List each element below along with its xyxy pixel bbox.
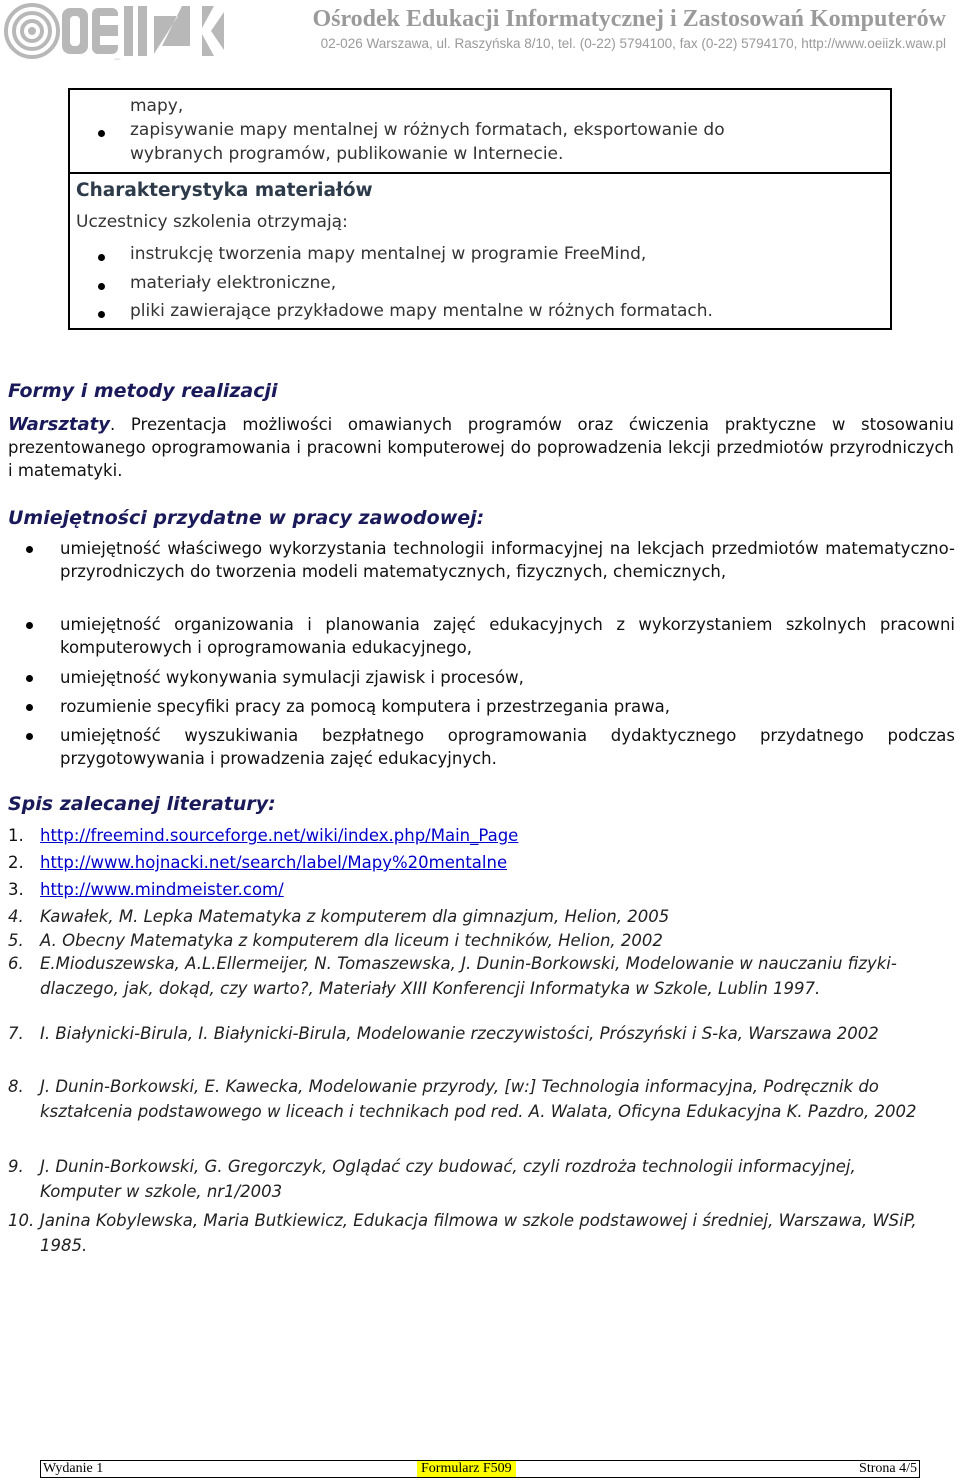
literature-book-item: 8. J. Dunin-Borkowski, E. Kawecka, Modelowanie przyrody, [w:] Technologia informacyjna, Podręcznik do kształcenia podstawowego w liceach i technikach pod red. A. Walata, Oficyna Edukacyjna K. Pazdro, 2002 (8, 1077, 917, 1121)
bullet-icon (26, 704, 33, 711)
materials-item: instrukcję tworzenia mapy mentalnej w programie FreeMind, (130, 244, 647, 264)
literature-heading: Spis zalecanej literatury: (8, 793, 276, 815)
bullet-icon (26, 546, 33, 553)
bullet-icon (98, 130, 105, 137)
bullet-icon (98, 254, 105, 261)
skill-item: umiejętność organizowania i planowania zajęć edukacyjnych z wykorzystaniem szkolnych pracowni komputerowych i oprogramowania edukacyjnego, (60, 613, 955, 659)
literature-link[interactable]: http://freemind.sourceforge.net/wiki/index.php/Main_Page (40, 826, 519, 845)
forms-paragraph (8, 413, 954, 482)
skill-item: umiejętność właściwego wykorzystania technologii informacyjnej na lekcjach przedmiotów matematyczno-przyrodniczych do tworzenia modeli matematycznych, fizycznych, chemicznych, (60, 537, 955, 583)
literature-link[interactable]: http://www.hojnacki.net/search/label/Mapy%20mentalne (40, 853, 508, 872)
bullet-icon (26, 733, 33, 740)
literature-book-item: 7. I. Białynicki-Birula, I. Białynicki-Birula, Modelowanie rzeczywistości, Prószyński i S-ka, Warszawa 2002 (8, 1024, 879, 1043)
box-text-line: mapy, (130, 96, 184, 116)
org-name: Ośrodek Edukacji Informatycznej i Zastosowań Komputerów (312, 6, 946, 32)
literature-link[interactable]: http://www.mindmeister.com/ (40, 880, 284, 899)
literature-book-item: 5. A. Obecny Matematyka z komputerem dla liceum i techników, Helion, 2002 (8, 931, 663, 950)
materials-intro: Uczestnicy szkolenia otrzymają: (76, 212, 348, 232)
page-header (0, 0, 960, 66)
literature-book-item: 4. Kawałek, M. Lepka Matematyka z komputerem dla gimnazjum, Helion, 2005 (8, 907, 670, 926)
content-box-continuation (68, 88, 892, 174)
box-bullet-item: zapisywanie mapy mentalnej w różnych formatach, eksportowanie do (130, 120, 725, 140)
footer-edition: Wydanie 1 (43, 1461, 104, 1476)
forms-heading: Formy i metody realizacji (8, 380, 278, 402)
literature-book-item: 6. E.Mioduszewska, A.L.Ellermeijer, N. Tomaszewska, J. Dunin-Borkowski, Modelowanie w nauczaniu fizyki-dlaczego, jak, dokąd, czy warto?, Materiały XIII Konferencji Informatyka w Szkole, Lublin 1997. (8, 954, 897, 998)
footer-page-number: Strona 4/5 (859, 1461, 917, 1476)
skill-item: umiejętność wykonywania symulacji zjawisk i procesów, (60, 666, 955, 689)
literature-book-item: 9. J. Dunin-Borkowski, G. Gregorczyk, Oglądać czy budować, czyli rozdroża technologii informacyjnej, Komputer w szkole, nr1/2003 (8, 1157, 856, 1201)
footer-form-id: Formularz F509 (417, 1461, 516, 1477)
materials-heading: Charakterystyka materiałów (76, 180, 373, 201)
box-bullet-item-cont: wybranych programów, publikowanie w Internecie. (130, 144, 564, 164)
skill-item: rozumienie specyfiki pracy za pomocą komputera i przestrzegania prawa, (60, 695, 955, 718)
bullet-icon (98, 283, 105, 290)
svg-text:OEIIZK: OEIIZK (114, 59, 121, 61)
materials-item: pliki zawierające przykładowe mapy mentalne w różnych formatach. (130, 301, 713, 321)
literature-book-item: 10. Janina Kobylewska, Maria Butkiewicz, Edukacja filmowa w szkole podstawowej i średniej, Warszawa, WSiP, 1985. (8, 1211, 917, 1255)
skill-item: umiejętność wyszukiwania bezpłatnego oprogramowania dydaktycznego przydatnego podczas przygotowywania i prowadzenia zajęć edukacyjnych. (60, 724, 955, 770)
org-address: 02-026 Warszawa, ul. Raszyńska 8/10, tel. (0-22) 5794100, fax (0-22) 5794170, http://www.oeiizk.waw.pl (320, 36, 946, 51)
skills-heading: Umiejętności przydatne w pracy zawodowej: (8, 507, 485, 529)
forms-lead: Warsztaty (8, 414, 110, 435)
bullet-icon (26, 622, 33, 629)
bullet-icon (98, 311, 105, 318)
forms-text: . Prezentacja możliwości omawianych programów oraz ćwiczenia praktyczne w stosowaniu prezentowanego oprogramowania i pracowni komputerowej do poprowadzenia lekcji przedmiotów przyrodniczych i matematyki. (8, 415, 954, 480)
oeiizk-logo (2, 0, 230, 62)
page-footer (40, 1460, 920, 1478)
materials-item: materiały elektroniczne, (130, 273, 337, 293)
bullet-icon (26, 675, 33, 682)
materials-box (68, 172, 892, 330)
